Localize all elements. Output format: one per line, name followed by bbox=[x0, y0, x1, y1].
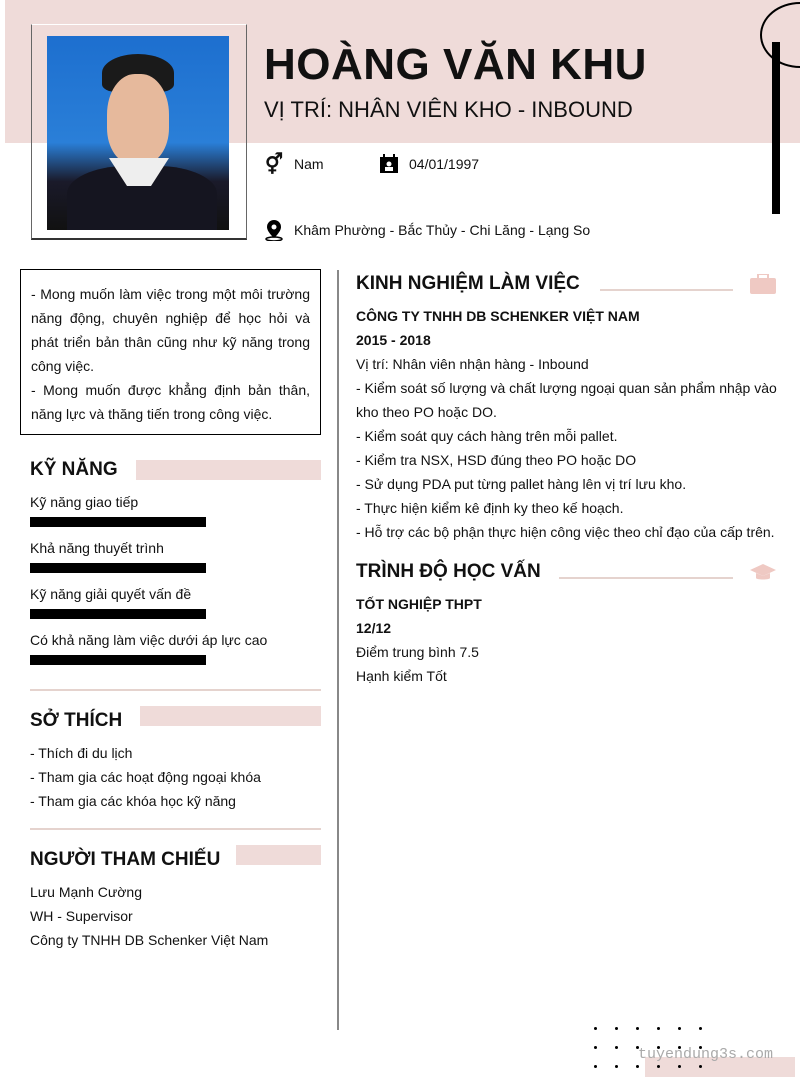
job-position: VỊ TRÍ: NHÂN VIÊN KHO - INBOUND bbox=[264, 97, 633, 122]
experience-line: - Kiểm tra NSX, HSD đúng theo PO hoặc DO bbox=[356, 452, 637, 468]
skill-level-bar bbox=[30, 655, 206, 665]
reference-item: Công ty TNHH DB Schenker Việt Nam bbox=[30, 932, 269, 948]
education-line: Hạnh kiểm Tốt bbox=[356, 668, 447, 684]
experience-line: - Kiểm soát quy cách hàng trên mỗi pallet. bbox=[356, 428, 618, 444]
skills-title: KỸ NĂNG bbox=[30, 459, 118, 480]
location-pin-icon bbox=[264, 220, 284, 240]
graduation-cap-icon bbox=[750, 563, 776, 588]
skill-label: Khả năng thuyết trình bbox=[30, 540, 164, 556]
reference-item: WH - Supervisor bbox=[30, 908, 133, 924]
grade: 12/12 bbox=[356, 620, 392, 636]
decor-bar bbox=[140, 706, 321, 726]
experience-line: - Thực hiện kiểm kê định ky theo kế hoạch. bbox=[356, 500, 624, 516]
decor-bar bbox=[772, 42, 780, 214]
decor-dot bbox=[678, 1065, 681, 1068]
briefcase-icon bbox=[750, 274, 776, 299]
skill-label: Kỹ năng giao tiếp bbox=[30, 494, 139, 510]
references-title: NGƯỜI THAM CHIẾU bbox=[30, 849, 221, 870]
education-content bbox=[356, 592, 482, 688]
decor-dot bbox=[615, 1027, 618, 1030]
objective-line: - Mong muốn làm việc trong một môi trường năng động, chuyên nghiệp để học hỏi và phát triển bản thân cũng như kỹ năng trong công việc. bbox=[31, 286, 310, 374]
gender-value: Nam bbox=[294, 156, 324, 172]
address-value: Khâm Phường - Bắc Thủy - Chi Lăng - Lạng So bbox=[294, 222, 591, 238]
company-name: CÔNG TY TNHH DB SCHENKER VIỆT NAM bbox=[356, 308, 640, 324]
gender-info bbox=[264, 154, 324, 174]
decor-dot bbox=[657, 1027, 660, 1030]
decor-dot bbox=[615, 1065, 618, 1068]
experience-content bbox=[356, 304, 778, 544]
skill-level-bar bbox=[30, 563, 206, 573]
decor-dot bbox=[615, 1046, 618, 1049]
decor-dot bbox=[699, 1065, 702, 1068]
work-period: 2015 - 2018 bbox=[356, 332, 431, 348]
decor-dot bbox=[657, 1065, 660, 1068]
experience-line: Vị trí: Nhân viên nhận hàng - Inbound bbox=[356, 356, 589, 372]
experience-line: - Sử dụng PDA put từng pallet hàng lên vị trí lưu kho. bbox=[356, 476, 687, 492]
objective-line: - Mong muốn được khẳng định bản thân, năng lực và thăng tiến trong công việc. bbox=[31, 382, 310, 422]
address-info bbox=[264, 220, 590, 240]
decor-dot bbox=[678, 1027, 681, 1030]
hobbies-list bbox=[30, 741, 261, 813]
watermark: tuyendung3s.com bbox=[638, 1046, 774, 1063]
calendar-icon bbox=[379, 154, 399, 174]
column-divider bbox=[337, 270, 339, 1030]
gender-icon: ⚥ bbox=[264, 153, 284, 176]
references-list bbox=[30, 880, 268, 952]
birthdate-info bbox=[379, 154, 479, 174]
divider bbox=[30, 828, 321, 830]
experience-line: - Kiểm soát số lượng và chất lượng ngoại quan sản phẩm nhập vào kho theo PO hoặc DO. bbox=[356, 380, 777, 420]
hobby-item: - Tham gia các khóa học kỹ năng bbox=[30, 793, 236, 809]
divider bbox=[600, 289, 733, 291]
decor-bar bbox=[236, 845, 321, 865]
avatar bbox=[47, 36, 229, 230]
education-line: Điểm trung bình 7.5 bbox=[356, 644, 479, 660]
decor-dot bbox=[636, 1027, 639, 1030]
birthdate-value: 04/01/1997 bbox=[409, 156, 480, 172]
school-name: TỐT NGHIỆP THPT bbox=[356, 596, 482, 612]
experience-title: KINH NGHIỆM LÀM VIỆC bbox=[356, 273, 580, 294]
decor-dot bbox=[594, 1027, 597, 1030]
divider bbox=[559, 577, 733, 579]
education-title: TRÌNH ĐỘ HỌC VẤN bbox=[356, 561, 541, 582]
decor-dot bbox=[699, 1027, 702, 1030]
candidate-name: HOÀNG VĂN KHU bbox=[264, 40, 647, 89]
hobby-item: - Tham gia các hoạt động ngoại khóa bbox=[30, 769, 261, 785]
decor-dot bbox=[636, 1065, 639, 1068]
skill-label: Có khả năng làm việc dưới áp lực cao bbox=[30, 632, 268, 648]
hobby-item: - Thích đi du lịch bbox=[30, 745, 133, 761]
decor-bar bbox=[136, 460, 321, 480]
reference-item: Lưu Mạnh Cường bbox=[30, 884, 142, 900]
divider bbox=[30, 689, 321, 691]
skill-label: Kỹ năng giải quyết vấn đề bbox=[30, 586, 192, 602]
hobbies-title: SỞ THÍCH bbox=[30, 710, 123, 731]
career-objective bbox=[20, 269, 321, 435]
skill-level-bar bbox=[30, 609, 206, 619]
skill-level-bar bbox=[30, 517, 206, 527]
decor-dot bbox=[594, 1065, 597, 1068]
experience-line: - Hỗ trợ các bộ phận thực hiện công việc theo chỉ đạo của cấp trên. bbox=[356, 524, 775, 540]
decor-dot bbox=[594, 1046, 597, 1049]
